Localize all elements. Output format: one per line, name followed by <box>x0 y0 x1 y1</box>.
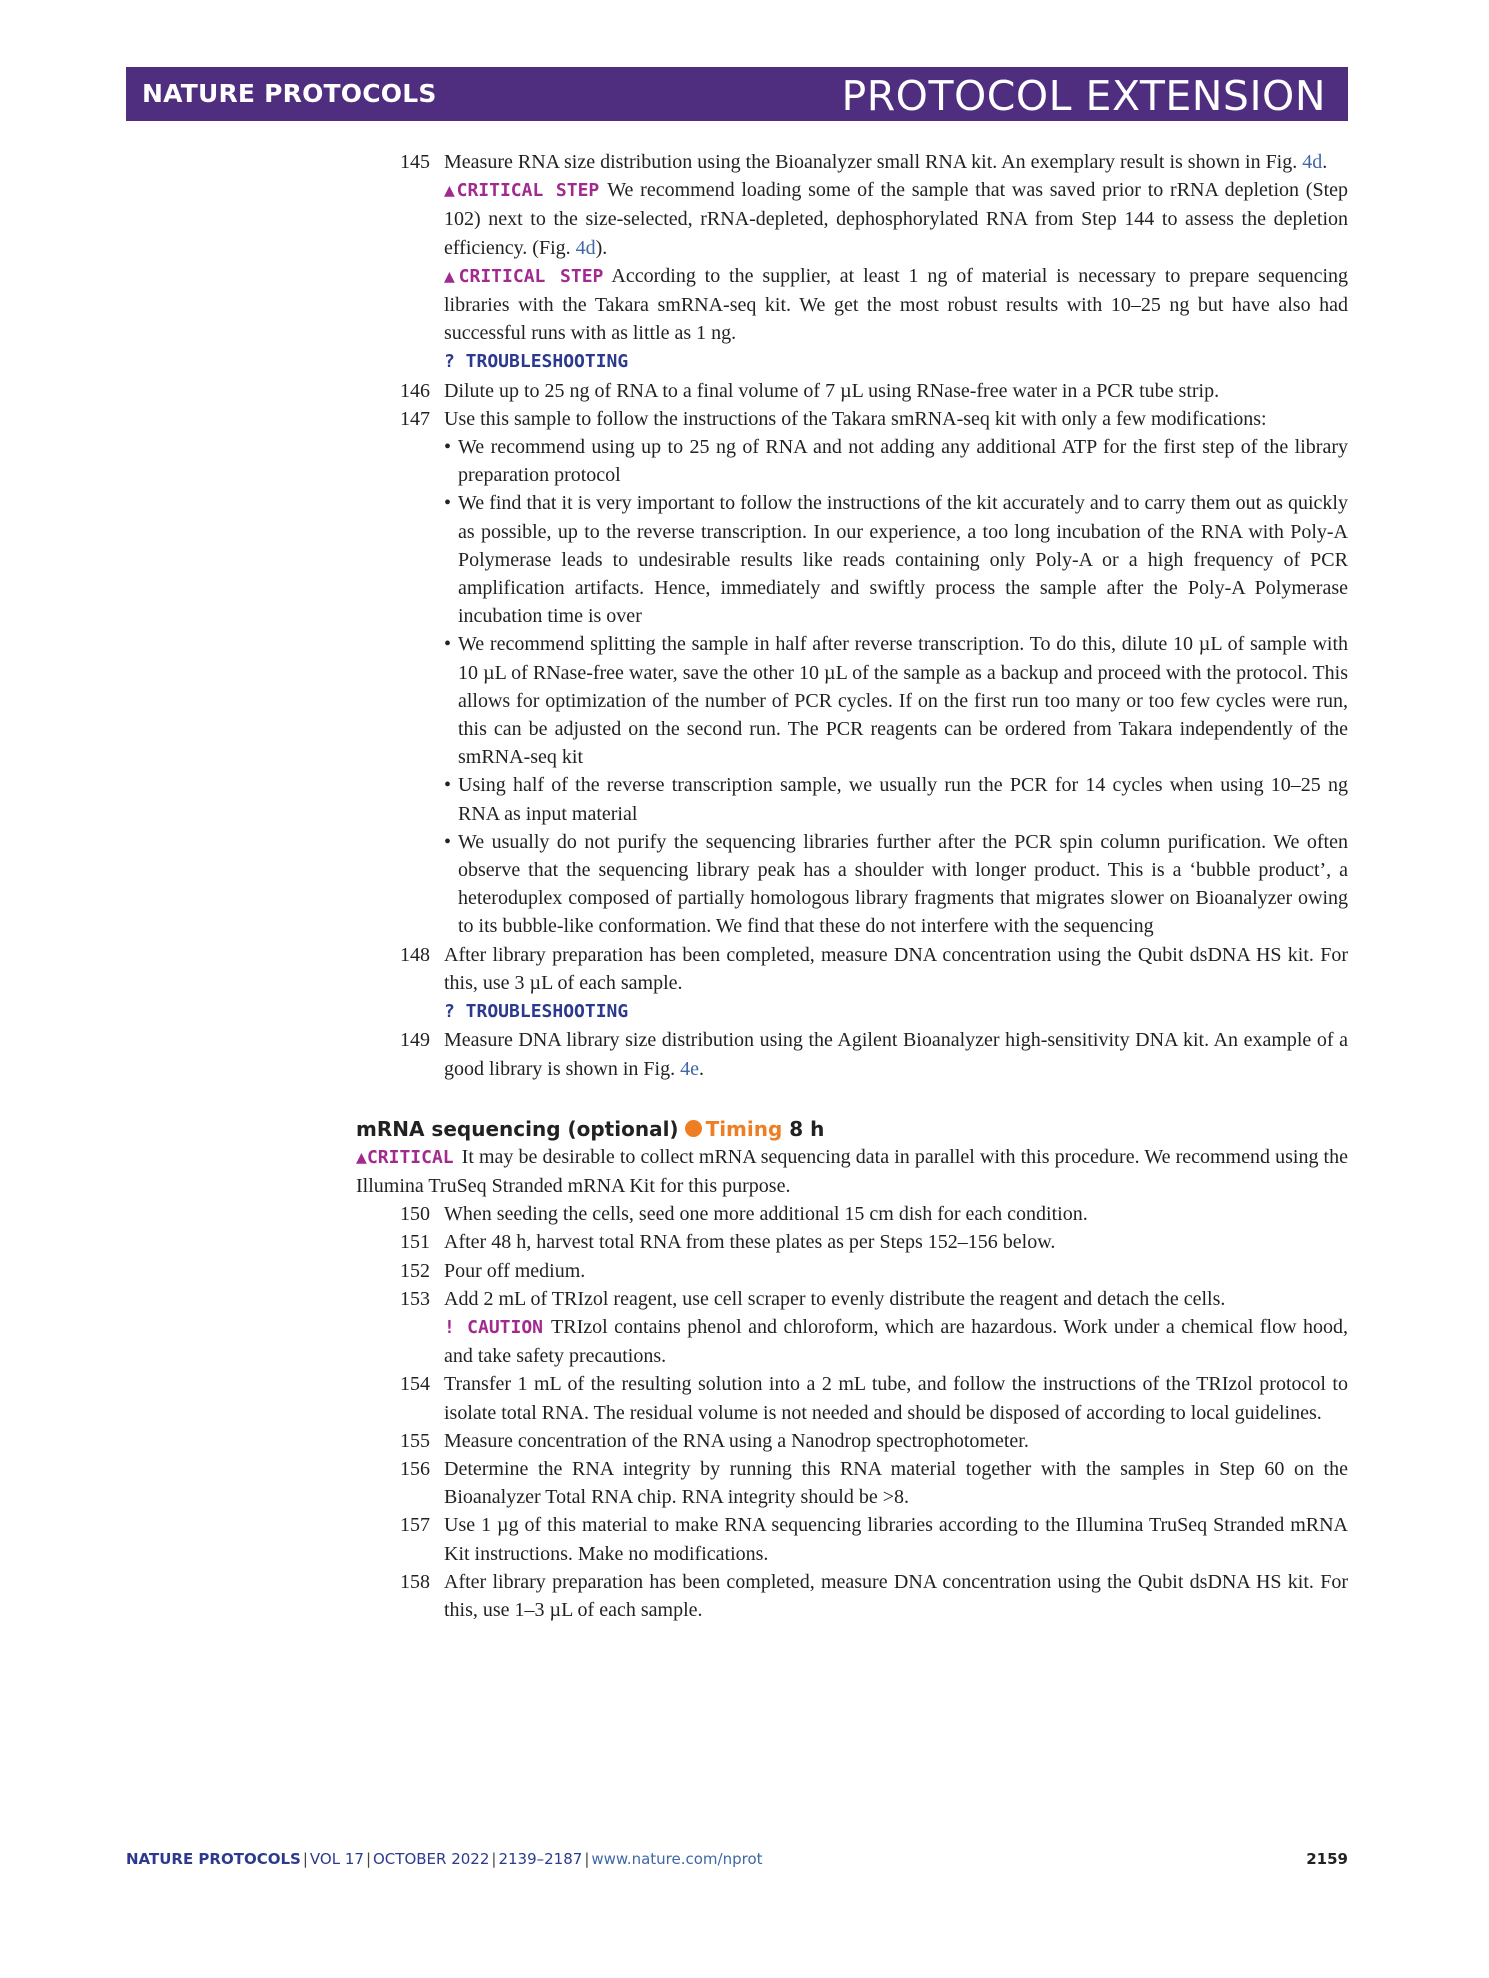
step-number: 156 <box>400 1457 430 1480</box>
bullet-item: • We usually do not purify the sequencing libraries further after the PCR spin column purification. We often observe that the sequencing library peak has a shoulder with longer product. This is a ‘bubble product’, a heteroduplex composed of partially homologous library fragments that migrates slower on Bioanalyzer owing to its bubble-like conformation. We find that these do not interfere with the sequencing <box>444 828 1348 941</box>
troubleshooting-1 <box>444 347 1348 376</box>
step-148 <box>400 941 1348 997</box>
step-number: 150 <box>400 1203 430 1226</box>
bullet-item: • We find that it is very important to follow the instructions of the kit accurately and to carry them out as quickly as possible, up to the reverse transcription. In our experience, a too long incubation of the RNA with Poly-A Polymerase leads to undesirable results like reads containing only Poly-A or a high frequency of PCR amplification artifacts. Hence, immediately and swiftly process the sample after the Poly-A Polymerase incubation time is over <box>444 489 1348 630</box>
bullet-item: • We recommend splitting the sample in half after reverse transcription. To do this, dilute 10 µL of sample with 10 µL of RNase-free water, save the other 10 µL of the sample as a backup and proceed with the protocol. This allows for optimization of the number of PCR cycles. If on the first run too many or too few cycles were run, this can be adjusted on the second run. The PCR reagents can be ordered from Takara independently of the smRNA-seq kit <box>444 630 1348 771</box>
critical-step-text: According to the supplier, at least 1 ng of material is necessary to prepare sequencing libraries with the Takara smRNA-seq kit. We get the most robust results with 10–25 ng but have also had successful runs with as little as 1 ng. <box>444 264 1349 345</box>
troubleshooting-2 <box>444 997 1348 1026</box>
critical-step-end: ). <box>595 236 608 259</box>
step-text: Use this sample to follow the instructions of the Takara smRNA-seq kit with only a few modifications: <box>444 407 1267 430</box>
step-number: 155 <box>400 1429 430 1452</box>
step-number: 151 <box>400 1231 430 1254</box>
timing-label: Timing <box>705 1116 783 1141</box>
journal-name: NATURE PROTOCOLS <box>142 79 437 108</box>
step-number: 157 <box>400 1514 430 1537</box>
critical-label: ▲CRITICAL <box>356 1146 454 1168</box>
timing-clock-icon <box>685 1120 702 1137</box>
step-147 <box>400 405 1348 433</box>
caution-text: TRIzol contains phenol and chloroform, which are hazardous. Work under a chemical flow hood, and take safety precautions. <box>444 1315 1348 1368</box>
step-145 <box>400 148 1348 176</box>
step-151 <box>400 1228 1348 1256</box>
critical-text: It may be desirable to collect mRNA sequencing data in parallel with this procedure. We recommend using the Illumina TruSeq Stranded mRNA Kit for this purpose. <box>356 1145 1348 1197</box>
step-number: 147 <box>400 407 430 430</box>
main-content <box>356 148 1349 1624</box>
step-text: Transfer 1 mL of the resulting solution into a 2 mL tube, and follow the instructions of the TRIzol protocol to isolate total RNA. The residual volume is not needed and should be disposed of according to local guidelines. <box>444 1373 1348 1424</box>
step-number: 146 <box>400 379 430 402</box>
step-number: 152 <box>400 1259 430 1282</box>
section-critical <box>356 1143 1348 1200</box>
step-154 <box>400 1370 1348 1426</box>
bullet-item: • Using half of the reverse transcription sample, we usually run the PCR for 14 cycles when using 10–25 ng RNA as input material <box>444 771 1348 827</box>
section-heading <box>356 1115 1348 1143</box>
footer-volume: VOL 17 <box>309 1850 364 1868</box>
step-number: 153 <box>400 1287 430 1310</box>
step-146 <box>400 377 1348 405</box>
step-158 <box>400 1568 1348 1624</box>
step-text: After library preparation has been completed, measure DNA concentration using the Qubit dsDNA HS kit. For this, use 1–3 µL of each sample. <box>444 1570 1348 1621</box>
step-number: 145 <box>400 151 430 173</box>
caution-block <box>444 1313 1348 1370</box>
footer-journal: NATURE PROTOCOLS <box>126 1850 301 1868</box>
step-number: 154 <box>400 1373 430 1396</box>
critical-step-label: ▲CRITICAL STEP <box>444 265 604 287</box>
step-155 <box>400 1427 1348 1455</box>
step-text-end: . <box>1322 151 1328 173</box>
critical-step-2 <box>444 262 1348 348</box>
figure-link[interactable]: 4d <box>1302 151 1323 173</box>
step-text: After library preparation has been completed, measure DNA concentration using the Qubit dsDNA HS kit. For this, use 3 µL of each sample. <box>444 943 1348 994</box>
step-text: After 48 h, harvest total RNA from these plates as per Steps 152–156 below. <box>444 1231 1056 1254</box>
timing-value: 8 h <box>789 1116 825 1141</box>
step-153 <box>400 1285 1348 1313</box>
step-149 <box>400 1026 1348 1082</box>
step-number: 158 <box>400 1570 430 1593</box>
step-156 <box>400 1455 1348 1511</box>
troubleshooting-label[interactable]: ? TROUBLESHOOTING <box>444 1001 629 1023</box>
critical-step-label: ▲CRITICAL STEP <box>444 180 600 202</box>
step-text: Use 1 µg of this material to make RNA sequencing libraries according to the Illumina TruSeq Stranded mRNA Kit instructions. Make no modifications. <box>444 1514 1348 1565</box>
step-text: Measure concentration of the RNA using a Nanodrop spectrophotometer. <box>444 1429 1029 1452</box>
step-text: Pour off medium. <box>444 1259 586 1282</box>
bullet-item: • We recommend using up to 25 ng of RNA and not adding any additional ATP for the first step of the library preparation protocol <box>444 433 1348 489</box>
footer-date: OCTOBER 2022 <box>373 1850 490 1868</box>
step-text: When seeding the cells, seed one more additional 15 cm dish for each condition. <box>444 1203 1088 1226</box>
step-152 <box>400 1257 1348 1285</box>
caution-label: ! CAUTION <box>444 1316 544 1338</box>
step-text-end: . <box>699 1057 705 1080</box>
step-157 <box>400 1511 1348 1567</box>
step-text: Measure DNA library size distribution using the Agilent Bioanalyzer high-sensitivity DNA kit. An example of a good library is shown in Fig. <box>444 1029 1348 1080</box>
page-number: 2159 <box>1306 1850 1348 1868</box>
footer-pages: 2139–2187 <box>498 1850 583 1868</box>
step-147-bullets <box>444 433 1348 941</box>
section-title: mRNA sequencing (optional) <box>356 1116 679 1141</box>
critical-step-text: We recommend loading some of the sample that was saved prior to rRNA depletion (Step 102) next to the size-selected, rRNA-depleted, dephosphorylated RNA from Step 144 to assess the depletion efficiency. (Fig. <box>444 179 1349 259</box>
step-text: Determine the RNA integrity by running this RNA material together with the samples in Step 60 on the Bioanalyzer Total RNA chip. RNA integrity should be >8. <box>444 1457 1348 1509</box>
troubleshooting-label[interactable]: ? TROUBLESHOOTING <box>444 351 629 373</box>
step-number: 149 <box>400 1029 430 1052</box>
step-text: Dilute up to 25 ng of RNA to a final volume of 7 µL using RNase-free water in a PCR tube strip. <box>444 379 1220 402</box>
page-footer <box>126 1850 1348 1874</box>
figure-link[interactable]: 4d <box>575 236 596 259</box>
footer-url[interactable]: www.nature.com/nprot <box>591 1850 763 1868</box>
step-text: Add 2 mL of TRIzol reagent, use cell scraper to evenly distribute the reagent and detach the cells. <box>444 1287 1226 1310</box>
article-type: PROTOCOL EXTENSION <box>841 72 1326 120</box>
step-150 <box>400 1200 1348 1228</box>
figure-link[interactable]: 4e <box>680 1057 700 1080</box>
step-number: 148 <box>400 943 430 966</box>
critical-step-1 <box>444 176 1348 262</box>
page-header <box>126 67 1348 121</box>
footer-citation: NATURE PROTOCOLS | VOL 17 | OCTOBER 2022 | 2139–2187 | www.nature.com/nprot <box>126 1850 763 1868</box>
step-text: Measure RNA size distribution using the Bioanalyzer small RNA kit. An exemplary result is shown in Fig. <box>444 151 1303 173</box>
